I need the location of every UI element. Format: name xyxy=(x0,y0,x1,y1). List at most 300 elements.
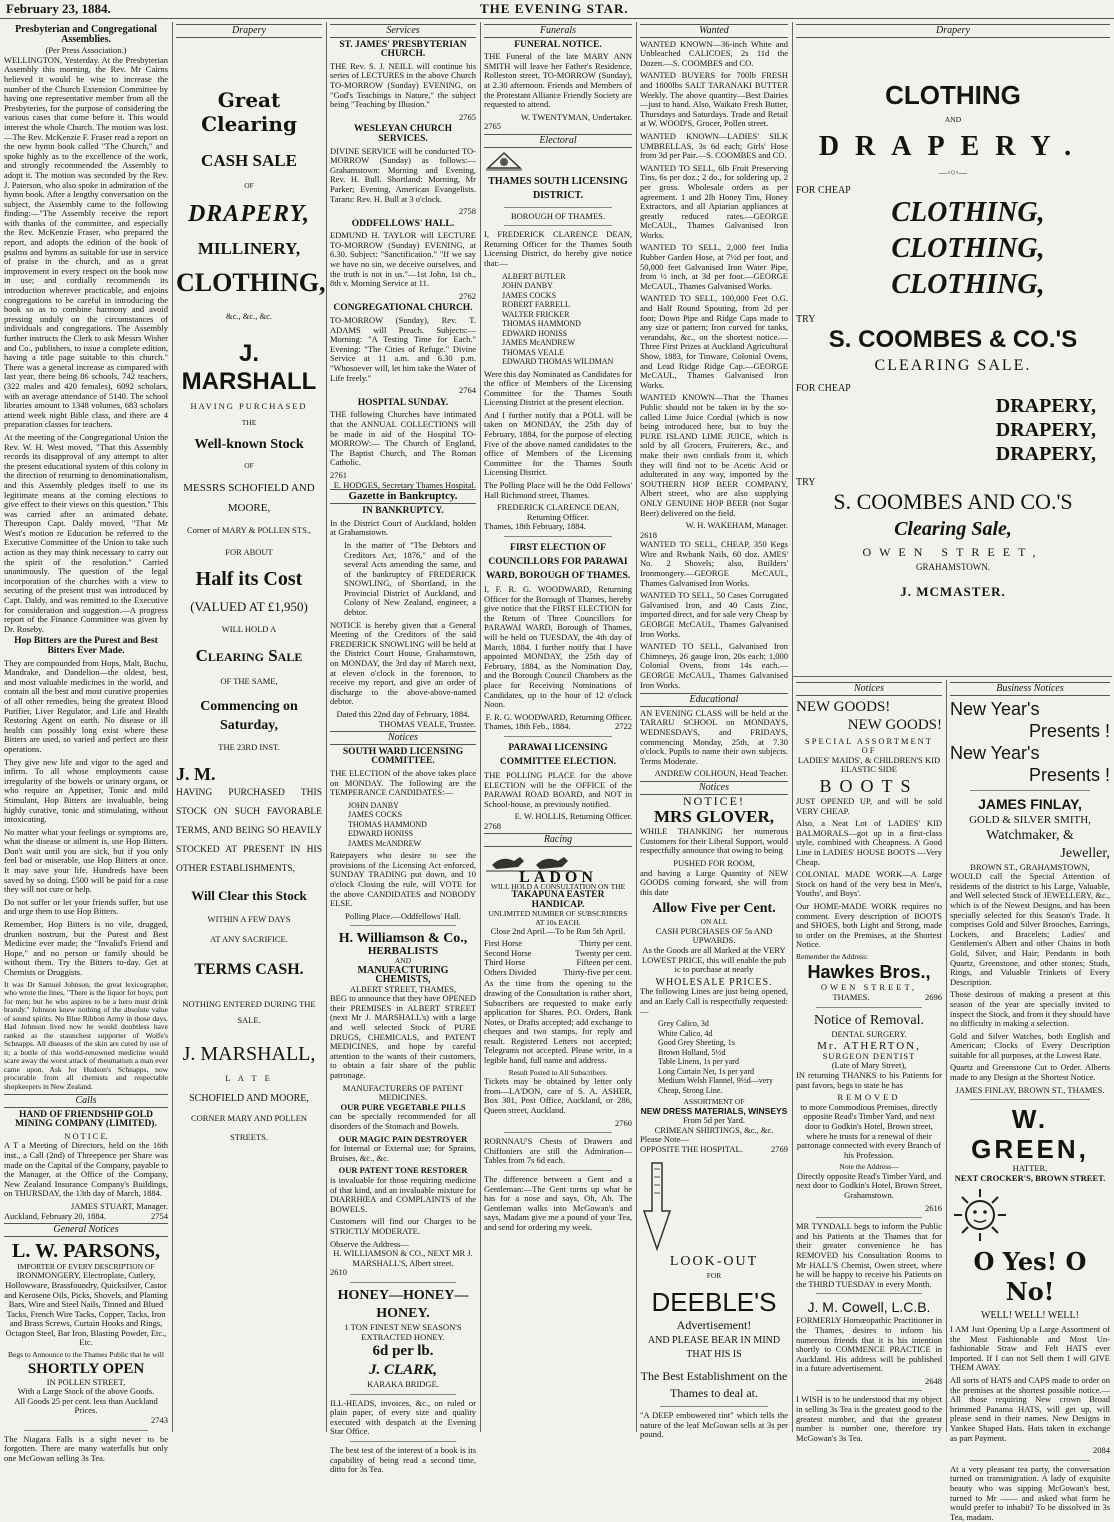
filler-text: At a very pleasant tea party, the conversation turned on transmigration. A lady of exquisite beauty who was sipping McGowan's best, turned to Mr —— and asked what form he would prefer to inhabit? To be dissolved in 3s Tea, madam. xyxy=(950,1463,1110,1522)
ad-text: All Goods 25 per cent. less than Auckland Prices. xyxy=(14,1395,158,1416)
section-label: Notices xyxy=(330,731,476,745)
ad-headline: MANUFACTURING CHEMISTS, xyxy=(357,964,449,986)
wanted-ad: WANTED TO SELL, 50 Cases Corrugated Galvanised Iron, and 40 Casts Zinc, imported direct, and for sale very Cheap by GEORGE McCAUL, Thames Galvanised Iron Works. xyxy=(640,590,788,639)
ad-text: THE xyxy=(241,418,257,428)
ad-text: WELL! WELL! WELL! xyxy=(981,1310,1079,1322)
ad-headline: CASH SALE xyxy=(201,150,297,170)
column-4 xyxy=(484,22,632,1430)
notice-signer: 2761 E. HODGES, Secretary Thames Hospital. xyxy=(330,469,476,490)
ad-text: BROWN ST., GRAHAMSTOWN, xyxy=(970,861,1090,872)
ad-headline: DRAPERY. xyxy=(818,131,1088,163)
ad-text: FOR xyxy=(706,1271,722,1281)
candidate-name: EDWARD HONISS xyxy=(348,829,414,839)
column-8 xyxy=(950,680,1110,1522)
divider xyxy=(350,1394,456,1395)
ad-headline: J. MARSHALL, xyxy=(182,1043,316,1066)
ad-text: TRY xyxy=(796,314,816,326)
ad-text: CORNER MARY AND POLLEN xyxy=(190,1112,308,1123)
divider xyxy=(350,1441,456,1442)
notice-heading: WESLEYAN CHURCH SERVICES. xyxy=(353,124,453,144)
divider xyxy=(504,536,612,537)
divider xyxy=(970,1460,1090,1461)
ad-headline: Well-known Stock xyxy=(194,436,304,452)
ad-headline: CLOTHING, xyxy=(891,233,1045,265)
article-paragraph: Do not suffer or let your friends suffer, but use and urge them to use Hop Bitters. xyxy=(4,896,168,917)
divider xyxy=(816,1390,922,1391)
ad-text: The Best Establishment on the Thames to deal at. xyxy=(640,1369,788,1401)
notice-title: N O T I C E. xyxy=(64,1130,108,1141)
item-list xyxy=(658,1019,788,1095)
ad-number: 2084 xyxy=(1093,1445,1110,1456)
prize-table xyxy=(484,939,632,977)
ad-text: With a Large Stock of the above Goods. xyxy=(17,1386,155,1397)
ad-headline: DRAPERY, xyxy=(995,395,1096,418)
ad-text: OF THE SAME, xyxy=(220,676,278,687)
ad-body: Directly opposite Read's Timber Yard, and next door to Godkin's Hotel, Brown Street, Grahamstown. xyxy=(796,1170,943,1200)
ad-text: PUSHED FOR ROOM, xyxy=(673,857,755,868)
column-rule xyxy=(326,22,327,1432)
filler-text: ILL-HEADS, invoices, &c., on ruled or plain paper, of every size and quality executed with despatch at the Evening Star Office. xyxy=(330,1397,476,1437)
ad-body: IN returning THANKS to his Patients for past favors, begs to state he has xyxy=(796,1069,942,1090)
ad-body: As the time from the opening to the drawing of the Consultation is rather short, Subscribers are requested to make early application for Shares. P.O. Orders, Bank Notes, or Drafts accepted; add exchange to cheques and two stamps, for reply and result. Registered Letters not accepted; Telegrams not accepted. Please write, in a legible hand, full name and address. xyxy=(484,978,632,1066)
ad-text: AT ANY SACRIFICE. xyxy=(210,933,288,944)
ad-text: Result Posted to All Subscribers. xyxy=(508,1067,608,1077)
ad-text: OF xyxy=(244,460,254,470)
wanted-ad: WANTED KNOWN—That the Thames Public should not be taken in by the so-called Lime Juice Cordial (which is now being introduced here, but to buy the PURE ISLAND LIME JUICE, which is sold by all Grocers, Fruiterers, &c., and make their own cordials from it, which they will find not to be Acetic Acid or adulterated in any way, imported by the SOUTHERN HOP BEER COMPANY, Albert street, who are also supplying ONLY GENUINE HOP BEER (not Sugar Beer) delivered on the field. xyxy=(640,392,788,518)
ad-text: H. WILLIAMSON & CO., NEXT MR J. MARSHALL'S, Albert street. xyxy=(333,1248,473,1268)
wanted-ad: WANTED TO SELL, Galvanised Iron Chimneys, 26 gauge Iron, 20s each; 1,000 Colonial Ovens, from 14s each.—GEORGE McCAUL, Thames Galvanised Iron Works. xyxy=(640,641,788,690)
ad-headline: SHORTLY OPEN xyxy=(27,1360,145,1377)
ad-headline: CLOTHING xyxy=(885,79,1021,110)
ad-text: NOTHING ENTERED DURING THE SALE. xyxy=(182,999,316,1026)
ornament-icon: —◦○◦— xyxy=(938,167,968,178)
ad-headline: Commencing on Saturday, xyxy=(200,698,298,733)
ad-headline: CLOTHING, xyxy=(891,269,1045,301)
notice-number: 2758 xyxy=(459,206,476,217)
notice-number: 2618 xyxy=(640,529,657,540)
notice-subheading: BOROUGH OF THAMES. xyxy=(510,210,606,221)
advertiser-name: S. COOMBES AND CO.'S xyxy=(833,488,1073,514)
notice-signer: W. H. WAKEHAM, Manager. xyxy=(685,520,788,531)
section-label: Drapery xyxy=(796,24,1110,38)
notice-body: Ratepayers who desire to see the provisions of the Licensing Act enforced, SUNDAY TRADING put down, and 10 o'clock Closing the rule, will VOTE for the above CANDIDATES and NOBODY ELSE. xyxy=(330,850,476,909)
advertiser-name: J. M. Cowell, L.C.B. xyxy=(807,1299,931,1316)
notice-heading: HOSPITAL SUNDAY. xyxy=(357,397,449,408)
notice-body: THE ELECTION of the above takes place on MONDAY. The following are the TEMPERANCE CANDIDATES:— xyxy=(330,767,476,798)
ad-headline: J. CLARK, xyxy=(369,1362,437,1379)
ad-text: THAMES. 2696 xyxy=(832,991,942,1002)
notice-body: THE Funeral of the late MARY ANN SMITH will leave her Father's Residence, Rolleston street, TO-MORROW (Sunday), at 2.30 afternoon. Friends and Members of the Protestant Alliance Friendly Society are requested to attend. xyxy=(484,51,633,110)
ad-text: (VALUED AT £1,950) xyxy=(190,599,308,615)
list-item: White Calico, 4d xyxy=(658,1028,713,1038)
divider xyxy=(350,925,456,926)
list-item: Grey Calico, 3d xyxy=(658,1019,709,1029)
ad-body: WHILE THANKING her numerous Customers for their Liberal Support, would respectfully announce that owing to being xyxy=(640,826,788,856)
ad-headline: Jeweller, xyxy=(1060,845,1110,861)
wanted-ad: WANTED KNOWN—36-inch White and Unbleached CALICOES, 2s 11d the Dozen.—S. COOMBES and CO. xyxy=(640,38,788,68)
ad-body: Our HOME-MADE WORK requires no comment. Every description of BOOTS and SHOES, both Light and Strong, made to order on the Premises, at the Shortest Notice. xyxy=(796,900,942,950)
notice-heading: HAND OF FRIENDSHIP GOLD MINING COMPANY (LIMITED). xyxy=(15,1109,157,1130)
notice-footer: Auckland, February 20, 1884. 2754 xyxy=(4,1210,168,1221)
ad-text: AND xyxy=(394,956,412,965)
masthead xyxy=(0,0,1114,19)
ad-body: WOULD call the Special Attention of residents of the district to his Large, Valuable, and Well selected Stock of JEWELLERY, &c., which is of the Newest Designs, and has been specially selected for this Season's Trade. It comprises Gold and Silver Brooches, Earrings, Lockets, and Bracelets; Ladies' and Gentlemen's Albert and other Chains in both Gold, Silver, and Hair; Pendants in both Quartz, Greenstone, and other stones; Studs, Rings, and Valuable Trinkets of Every Description. xyxy=(950,871,1110,987)
notice-signer: F. R. G. WOODWARD, Returning Officer. xyxy=(485,711,632,722)
notice-date: Dated this 22nd day of February, 1884. xyxy=(336,709,470,719)
ad-text: STREETS. xyxy=(229,1132,269,1143)
divider xyxy=(660,1406,768,1407)
candidate-name: THOMAS VEALE xyxy=(502,347,564,357)
ad-text: ASSORTMENT OF xyxy=(683,1097,745,1107)
filler-text: I WISH is to be understood that my object in selling 3s Tea is the greatest good to the greatest number, and that the greatest number is number one, therefore try McGowan's 3s Tea. xyxy=(796,1394,942,1443)
ad-headline: LADON xyxy=(519,869,597,887)
ad-number: 2610 xyxy=(330,1267,347,1278)
ad-body: All sorts of HATS and CAPS made to order on the premises at the shortest possible notice.—All those requiring New crown Broad brimmed Panama HATS, will get up, will please send in their names. New Designs in Yankee Shaped Hats. Hats taken in exchange as part Payment. xyxy=(950,1375,1110,1443)
candidate-list xyxy=(348,801,476,849)
ad-body: Quartz and Greenstone Cut to Order. Alberts made to any Design at the Shortest Notice. xyxy=(950,1062,1110,1083)
notice-signer: THOMAS VEALE, Trustee. xyxy=(378,718,476,729)
advertiser-name: Hawkes Bros., xyxy=(807,962,931,983)
ad-headline: Presents ! xyxy=(1028,720,1110,741)
notice-number: 2765 xyxy=(459,111,476,122)
ad-headline: NEW GOODS! xyxy=(847,716,942,733)
ad-text: OWEN STREET, xyxy=(862,544,1044,559)
notice-body: I, FREDERICK CLARENCE DEAN, Returning Officer for the Thames South Licensing District, do hereby give notice that:— xyxy=(484,229,632,268)
ad-headline: NOTICE! xyxy=(683,793,745,808)
ad-headline: 6d per lb. xyxy=(372,1343,434,1360)
notice-signer: ANDREW COLHOUN, Head Teacher. xyxy=(654,768,788,779)
notice-body: I, F. R. G. WOODWARD, Returning Officer for the Borough of Thames, hereby give notice that the FIRST ELECTION for the Return of Three Councillors for PARAWAI WARD, Borough of Thames, will be held on TUESDAY, the 4th day of March, 1884. I further notify that I have appointed MONDAY, the 25th day of February, 1884, as the Nomination Day, and the Borough Council Chambers as the place for Receiving Nominations of Candidates, up to the hour of 12 o'clock Noon. xyxy=(484,584,632,710)
advertiser-name: W. GREEN, xyxy=(971,1104,1089,1165)
notice-signer: W. TWENTYMAN, Undertaker. xyxy=(520,111,632,122)
ad-text: Please Note— xyxy=(640,1134,689,1145)
section-label: Educational xyxy=(640,693,788,707)
ad-headline: New Year's xyxy=(950,698,1040,719)
article-paragraph: WELLINGTON, Yesterday. At the Presbyterian Assembly this morning, the Rev. Mr Cairns believed it would be wise to increase the number of the Church Extension Committee by having one representative member from all the Presbyteries, for the purpose of considering the various cases that come before it. This would interest the whole Church. The motion was lost.—The Rev. McKenzie F. Fraser read a report on the new hymn book called "The Church," and spoke highly as to the excellence of the work, and strongly recommended the Assembly to adopt it. The motion was seconded by the Rev. J. Paterson, who also spoke in admiration of the hymn book. After a lengthy conversation on the subject, the Assembly came to the following finding:—"The Assembly receive the report with thanks of the committee, and especially the Rev. McKenzie Fraser, who prepared the report, and adopts the edition of the book of psalms and hymns as suitable for use in service of praise in the church, and as a great improvement in every respect on the book now in use; and cordially recommends its introduction wherever practicable, and enjoins congregations to be careful in introducing the book so as to combine harmony and avoid pressing unduly on the circumstances of individuals and congregations. The Assembly further instructs the Clerk to ask Messrs Wisher and Co., publishers, to issue a complete edition, having a title page suitable to this church." There was a general increase as compared with last year, there being 86 schools, 742 teachers, (322 males and 420 females), 6092 scholars, with an average attendance of 5140. The school libraries amount to 1348 volumes, 683 scholars attend week night Bible class, and there are 4 preparation classes for teachers. xyxy=(4,54,168,430)
issue-date: February 23, 1884. xyxy=(6,1,111,16)
section-label: Funerals xyxy=(484,24,632,38)
ad-number: 2760 xyxy=(615,1117,632,1128)
ad-text: (Late of Mary Street), xyxy=(831,1060,907,1071)
ad-text: GOLD & SILVER SMITH, xyxy=(969,813,1091,826)
section-rule xyxy=(792,676,1112,677)
ad-headline: TAKAPUNA EASTER HANDICAP. xyxy=(511,890,605,910)
wanted-ad: WANTED KNOWN—LADIES' SILK UMBRELLAS, 3s 6d each; Girls' Hose from 3d per Pair.—S. COOMBES and CO. xyxy=(640,130,788,161)
notice-number: 2765 xyxy=(484,121,501,132)
filler-text: RORNNAU'S Chests of Drawers and Chiffoniers are still the Admiration—Tables from 7s 6d each. xyxy=(484,1136,632,1166)
ad-headline: TERMS CASH. xyxy=(194,961,304,979)
ad-subheading: IMPORTER OF EVERY DESCRIPTION OF xyxy=(17,1261,155,1271)
ad-body: Tickets may be obtained by letter only from—LA'DON, care of S. A. ASHER, Box 301, Post Office, Auckland, or 286, Queen street, Auckland. xyxy=(484,1076,632,1115)
notice-body: AN EVENING CLASS will be held at the TARARU SCHOOL on MONDAYS, WEDNESDAYS, and FRIDAYS, commencing Monday, 25th, at 7.30 o'clock. Pupils to name their own subjects. Terms Moderate. xyxy=(640,707,788,766)
candidate-name: ROBERT FARRELL xyxy=(502,300,570,309)
notice-heading: ODDFELLOWS' HALL. xyxy=(351,218,455,229)
ad-text: GRAHAMSTOWN. xyxy=(915,562,991,573)
ad-headline: WHOLESALE PRICES. xyxy=(655,976,773,988)
section-label: Notices xyxy=(796,682,942,696)
divider xyxy=(970,1099,1090,1100)
ad-body: The following Lines are just being opened, and an Early Call is respectfully requested:— xyxy=(640,986,788,1016)
notice-number: 2762 xyxy=(459,290,476,301)
ad-body: Those desirous of making a present at this season of the year are specially invited to inspect the Stock, and from it they should have no difficulty in making a selection. xyxy=(950,989,1110,1029)
ad-text: From 5d per Yard. xyxy=(682,1115,746,1126)
section-label: Racing xyxy=(484,833,632,847)
ad-body: to more Commodious Premises, directly opposite Read's Timber Yard, and next door to Godkin's Hotel, Brown street, where he trusts for a renewal of their patronage connected with every Branch of his Profession. xyxy=(796,1101,942,1160)
ad-headline: DRAPERY, xyxy=(995,443,1096,466)
ad-text: TRY xyxy=(796,477,816,489)
notice-number: 2768 xyxy=(484,820,501,831)
notice-heading: THAMES SOUTH LICENSING DISTRICT. xyxy=(488,175,628,201)
section-label: Electoral xyxy=(484,134,632,148)
ad-text: Note the Address— xyxy=(839,1162,899,1172)
column-rule xyxy=(792,22,793,1432)
newspaper-title: THE EVENING STAR. xyxy=(480,1,629,16)
ad-text: OPPOSITE THE HOSPITAL. 2769 xyxy=(640,1144,788,1154)
candidate-name: EDWARD THOMAS WILDMAN xyxy=(502,357,614,366)
list-item: Long Curtain Net, 1s per yard xyxy=(658,1066,754,1076)
prize-row: First Horse Thirty per cent. xyxy=(484,937,632,948)
notice-body: NOTICE is hereby given that a General Meeting of the Creditors of the said FREDERICK SNOWLING will be held at the District Court House, Grahamstown, on MONDAY, the 3rd day of March next, at eleven o'clock in the forenoon, to receive my report, and give an order of discharge to the above-above-named debtor. xyxy=(330,619,476,707)
ad-body: BEG to announce that they have OPENED their PREMISES in ALBERT STREET (next Mr J. MARSHALL's) with a large and well selected Stock of PURE DRUGS, CHEMICALS, and PATENT MEDICINES, and hope by careful attention to the wants of their customers, to obtain a fair share of the public patronage. xyxy=(330,993,476,1081)
ad-text: MESSRS SCHOFIELD AND MOORE, xyxy=(183,482,315,515)
ad-body: FORMERLY Homœopathic Practitioner in the Thames, desires to inform his numerous friends that it is his intention shortly to COMMENCE PRACTICE in Auckland. His address will be published in a future advertisement. xyxy=(796,1315,942,1374)
ad-text: CRIMEAN SHIRTINGS, &c., &c. xyxy=(654,1124,774,1135)
column-1 xyxy=(4,22,168,1463)
notice-body: In the matter of "The Debtors and Creditors Act, 1876," and of the several Acts amending the same, and of the bankruptcy of FREDERICK SNOWLING, of Shortland, in the Provincial District of Auckland, and Colony of New Zealand, engineer, a debtor. xyxy=(344,539,476,618)
ad-body: for Internal or External use; for Sprains, Bruises, &c., &c. xyxy=(330,1143,476,1163)
prize-row: Third Horse Fifteen per cent. xyxy=(484,957,632,968)
notice-body: THE following Churches have intimated that the ANNUAL COLLECTIONS will be made in aid of the Hospital TO-MORROW:— The Church of England, The Baptist Church, and The Roman Catholic. xyxy=(330,409,476,468)
ad-headline: Notice of Removal. xyxy=(813,1012,925,1028)
ad-headline: Watchmaker, & xyxy=(986,827,1074,843)
candidate-name: THOMAS HAMMOND xyxy=(348,819,427,829)
notice-body: THE POLLING PLACE for the above ELECTION will be the OFFICE of the PARAWAI ROAD BOARD, and NOT in School-house, as previously notified. xyxy=(484,769,632,809)
ad-body: is invaluable for those requiring medicine of that kind, and an invaluable mixture for DIARRHŒA and COMPLAINTS of the BOWELS. xyxy=(330,1174,476,1214)
article-paragraph: They are compounded from Hops, Malt, Buchu, Mandrake, and Dandelion—the oldest, best, and most valuable medicines in the world, and contain all the best and most curative properties of all other remedies, being the greatest Blood Purifier, Liver Regulator, and Life and Health Restoring Agent on earth. No disease or ill health can possibly long exist where these Bitters are used, so varied and perfect are their operations. xyxy=(4,657,168,754)
filler-text: The Niagara Falls is a sight never to be forgotten. There are many waterfalls but only one McGowan selling 3s Tea. xyxy=(4,1433,168,1463)
ad-headline: DRAPERY, xyxy=(995,419,1096,442)
section-label: Calls xyxy=(4,1094,168,1108)
ad-body: As the Goods are all Marked at the VERY LOWEST PRICE, this will enable the pub ic to purchase at nearly xyxy=(641,944,787,975)
ad-body: IRONMONGERY, Electroplate, Cutlery, Hollowware, Brassfoundry, Quicksilver, Castor and Kerosene Oils, Picks, Shovels, and Planting Bars, Wire and Steel Nails, Tinned and Blued Tacks, French Wire Tacks, Copper, Tacks, Iron and Brass Screws, Curtain Hooks and Rings, Octagon Steel, Bar Iron, Blasting Powder, Etc., Etc. xyxy=(4,1270,168,1348)
notice-heading: FUNERAL NOTICE. xyxy=(514,39,602,50)
column-6 xyxy=(796,22,1110,672)
ad-body: MR TYNDALL begs to inform the Public and his Patients at the Thames that for their greater convenience he has REMOVED his Consultation Rooms to Mr HALL'S Chemist, Owen street, where he will be happy to receive his Patients on the THIRD TUESDAY in every Month. xyxy=(796,1221,942,1289)
section-label: Services xyxy=(330,24,476,38)
notice-signer: FREDERICK CLARENCE DEAN, Returning Officer. xyxy=(496,502,620,522)
ad-headline: LOOK-OUT xyxy=(669,1253,759,1269)
crest-icon xyxy=(484,150,632,172)
prize-row: Others Divided Thirty-five per cent. xyxy=(484,966,632,977)
pointing-hand-icon xyxy=(640,1161,788,1251)
ad-headline: Half its Cost xyxy=(195,568,303,591)
ad-text: OUR PURE VEGETABLE PILLS xyxy=(340,1101,466,1112)
candidate-name: JAMES McANDREW xyxy=(348,838,422,848)
notice-body: TO-MORROW (Sunday), Rev. T. ADAMS will Preach. Subjects:—Morning: "A Testing Time for Each." Evening: "The Cities of Refuge." Divine Service at 11 a.m. and 6.30 p.m. "Whosoever will, let him take the Water of Life freely." xyxy=(330,315,476,383)
advertiser-name: H. Williamson & Co., xyxy=(338,931,468,947)
divider xyxy=(504,225,612,226)
divider xyxy=(350,1282,456,1283)
notice-body: THE Rev. S. J. NEILL will continue his series of LECTURES in the above Church TO-MORROW (Sunday) EVENING, on "God's Teachings in Nature," the subject being "Teaching by Illusion." xyxy=(330,60,476,110)
ad-text: AND PLEASE BEAR IN MIND THAT HIS IS xyxy=(647,1335,781,1361)
notice-heading: ST. JAMES' PRESBYTERIAN CHURCH. xyxy=(339,39,467,60)
ad-body: Customers will find our Charges to be STRICTLY MODERATE. xyxy=(330,1216,476,1236)
ad-text: NEXT CROCKER'S, BROWN STREET. xyxy=(954,1172,1106,1183)
ad-body: and having a Large Quantity of NEW GOODS coming forward, she will from this date xyxy=(640,867,788,897)
ad-number: 2616 xyxy=(925,1202,942,1213)
list-item: Medium Welsh Flannel, 9½d—very Cheap, Strong Line. xyxy=(658,1076,773,1095)
wanted-ad: WANTED TO SELL, CHEAP, 350 Kegs Wire and Rwbank Nails, 60 doz. AMES' No. 2 Shovels; also, Builders' Ironmongery.—GEORGE McCAUL, Thames Galvanised Iron Works. xyxy=(640,539,788,588)
ad-text: LADIES' MAIDS', & CHILDREN'S KID ELASTIC SIDE xyxy=(797,754,941,775)
candidate-name: JAMES McANDREW xyxy=(502,338,576,347)
ad-body: JUST OPENED UP, and will be sold VERY CHEAP. xyxy=(796,795,942,816)
ad-text: REMOVED xyxy=(837,1092,901,1103)
filler-text: The best test of the interest of a book is its capability of being read a second time, ditto for 3s Tea. xyxy=(330,1445,476,1475)
ad-text: OWEN STREET, xyxy=(820,982,918,993)
ad-headline: HONEY—HONEY—HONEY. xyxy=(337,1287,469,1321)
divider xyxy=(816,1217,922,1218)
column-3 xyxy=(330,22,476,1475)
notice-body: Were this day Nominated as Candidates for the office of Members of the Licensing Committee for the Thames South Licensing District at the present election. xyxy=(484,368,632,408)
notice-signer: JAMES STUART, Manager. xyxy=(70,1201,168,1212)
section-label: Business Notices xyxy=(950,682,1110,696)
ad-headline: CLOTHING, xyxy=(891,197,1045,229)
column-2 xyxy=(176,22,326,1430)
notice-heading: CONGREGATIONAL CHURCH. xyxy=(333,303,473,314)
ad-headline: DEEBLE'S xyxy=(651,1286,777,1317)
divider xyxy=(816,1293,922,1294)
notice-heading: PARAWAI LICENSING COMMITTEE ELECTION. xyxy=(499,742,617,767)
divider xyxy=(24,1430,148,1431)
ad-number: 2743 xyxy=(151,1414,168,1425)
ad-text: WILL HOLD A CONSULTATION ON THE xyxy=(490,881,626,891)
wanted-ad: WANTED TO SELL, 6lb Fruit Preserving Tins, 6s per doz.; 2 do., for soldering up, 2 per gross. Wholesale orders as per agreement. 1 and 2lb Honey Tins, Honey Extractors, and all Apiarian appliances at greatly reduced rates.—GEORGE McCAUL, Thames Galvanised Iron Works. xyxy=(640,162,788,240)
candidate-name: EDWARD HONISS xyxy=(502,328,568,338)
candidate-name: JOHN DANBY xyxy=(502,281,553,290)
advertiser-name: L. W. PARSONS, xyxy=(11,1239,160,1262)
advertiser-name: JAMES FINLAY, xyxy=(978,795,1082,812)
candidate-name: WALTER FRICKER xyxy=(502,309,570,319)
ad-headline: J. MARSHALL xyxy=(181,339,317,395)
wanted-ad: WANTED TO SELL, 2,000 feet India Rubber Garden Hose, at 7½d per foot, and 50,000 feet Galvanised Iron Water Pipe, from ½ inch, at 3d per foot.—GEORGE McCAUL, Thames Galvanised Works. xyxy=(640,242,788,291)
notice-body: The Polling Place will be the Odd Fellows' Hall Richmond street, Thames. xyxy=(484,480,632,500)
ad-body: Gold and Silver Watches, both English and American; Clocks of Every Description suitable for all purposes, at the Lowest Rate. xyxy=(950,1030,1110,1060)
advertiser-name: S. COOMBES & CO.'S xyxy=(828,325,1078,353)
notice-body: In the District Court of Auckland, holden at Grahamstown. xyxy=(330,517,476,538)
ad-text: SCHOFIELD AND MOORE, xyxy=(189,1093,309,1105)
section-label: Drapery xyxy=(176,24,322,38)
ad-text: OF xyxy=(244,180,254,190)
notice-footer: Thames, 18th Feb., 1884. 2722 xyxy=(484,721,632,732)
gazette-heading: Gazette in Bankruptcy. xyxy=(330,489,476,505)
article-heading: Hop Bitters are the Purest and Best Bitters Ever Made. xyxy=(14,636,158,656)
ad-body: can be specially recommended for all disorders of the Stomach and Bowels. xyxy=(330,1111,476,1131)
column-rule xyxy=(172,22,173,1432)
notice-heading: IN BANKRUPTCY. xyxy=(362,506,444,517)
section-label: Wanted xyxy=(640,24,788,38)
divider xyxy=(504,1132,612,1133)
candidate-name: JOHN DANBY xyxy=(348,800,399,810)
notice-body: A T a Meeting of Directors, held on the 16th inst., a Call (2nd) of Threepence per Share was made on the Capital of the Company, payable to the Manager, at the Office of the Company, New Zealand Insurance Company's Buildings, on THURSDAY, the 13th day of March, 1884. xyxy=(4,1140,168,1199)
notice-signer: E. W. HOLLIS, Returning Officer. xyxy=(514,811,632,822)
ad-headline: MILLINERY, xyxy=(197,239,301,259)
byline: (Per Press Association.) xyxy=(45,45,127,56)
ad-text: MANUFACTURERS OF PATENT MEDICINES. xyxy=(342,1082,464,1103)
article-paragraph: At the meeting of the Congregational Union the Rev. W. H. West moved, "That this Assembly records its disapproval of any attempt to alter the present educational system of this colony in the direction of returning to denominationalism, and this Assembly pledges itself to use its legitimate means at the coming elections to give effect to their views on this question." This was carried after an animated debate. Thereupon Capt. Daldy moved, "That Mr West's motion re Education be referred to the Executive Committee of the Union to take such action as they may think necessary to carry out the spirit of the resolution." Carried unanimously. The question of the legal incorporation of the churches with a view to securing of the present trust was introduced by Capt. Daldy, and was remitted to the Executive for consideration and suggestion.—A progress report of the Finance Committee was given by Dr. Roseby. xyxy=(4,431,168,634)
candidate-list xyxy=(502,272,632,367)
ad-headline: Great Clearing xyxy=(201,87,297,136)
article-paragraph: No matter what your feelings or symptoms are, what the disease or ailment is, use Hop Bitters. Don't wait until you are sick, but if you only feel bad or miserable, use Hop Bitters at once. It may save your life. Hundreds have been saved by so doing. £500 will be paid for a case they will not cure or help. xyxy=(4,826,168,895)
filler-text: The difference between a Gent and a Gentleman:—The Gent turns up what he has for a nose and says, Oh, Ah. The Gentleman walks into McGowan's and says, Madam give me a pound of your Tea, and send for ordering my week. xyxy=(484,1173,632,1232)
section-label: General Notices xyxy=(4,1223,168,1237)
list-item: Brown Holland, 5½d xyxy=(658,1047,726,1057)
notice-date: Thames, 18th February, 1884. xyxy=(484,521,586,532)
notice-heading: FIRST ELECTION OF COUNCILLORS FOR PARAWAI WARD, BOROUGH OF THAMES. xyxy=(485,543,631,581)
column-rule xyxy=(480,22,481,1432)
divider xyxy=(970,790,1090,791)
ad-headline: Clearing Sale, xyxy=(894,517,1012,540)
list-item: Table Linens, 1s per yard xyxy=(658,1057,739,1067)
ad-text: UNLIMITED NUMBER OF SUBSCRIBERS AT 10s EACH. xyxy=(488,909,628,927)
candidate-name: JAMES COCKS xyxy=(502,290,557,300)
candidate-name: JAMES COCKS xyxy=(348,810,403,820)
ad-text: Remember the Address: xyxy=(796,951,869,961)
divider xyxy=(504,736,612,737)
column-rule xyxy=(636,22,637,1432)
section-label: Notices xyxy=(640,781,788,795)
divider xyxy=(504,207,612,208)
advertiser-name: MRS GLOVER, xyxy=(654,807,774,827)
ad-text: L A T E xyxy=(225,1073,273,1084)
candidate-name: THOMAS HAMMOND xyxy=(502,319,581,328)
ad-text: THE 23RD INST. xyxy=(218,741,280,752)
ad-text: J. MCMASTER. xyxy=(900,583,1006,599)
ad-headline: New Year's xyxy=(950,742,1040,763)
ad-text: JAMES FINLAY, BROWN ST., THAMES. xyxy=(955,1084,1105,1095)
divider xyxy=(504,1170,612,1171)
list-item: Good Grey Sheeting, 1s xyxy=(658,1038,735,1048)
column-7 xyxy=(796,680,943,1443)
ad-text: Corner of MARY & POLLEN STS., xyxy=(186,525,312,536)
ad-headline: Allow Five per Cent. xyxy=(652,901,776,917)
ad-text: Begs to Announce to the Thames Public that he will xyxy=(8,1350,164,1360)
ad-body: COLONIAL MADE WORK—A Large Stock on hand of the very best in Men's, Youths', and Boys'. xyxy=(796,869,942,899)
ad-text: HAVING PURCHASED THIS STOCK ON SUCH FAVORABLE TERMS, AND BEING SO HEAVILY STOCKED AT PRESENT IN HIS OTHER ESTABLISHMENTS, xyxy=(176,788,322,875)
ad-text: HAVING PURCHASED xyxy=(190,400,308,411)
ad-headline: Will Clear this Stock xyxy=(191,888,307,904)
prize-row: Second Horse Twenty per cent. xyxy=(484,947,632,958)
ad-text: CASH PURCHASES OF 5s AND UPWARDS. xyxy=(655,925,773,946)
ad-text: SPECIAL ASSORTMENT OF xyxy=(805,735,933,756)
ad-text: WITHIN A FEW DAYS xyxy=(207,914,291,925)
ad-headline: CLOTHING, xyxy=(176,268,326,298)
ad-headline: Presents ! xyxy=(1028,764,1110,785)
column-5 xyxy=(640,22,788,1440)
ad-headline: J. M. xyxy=(176,764,216,785)
wanted-ad: WANTED TO SELL, 100,000 Feet O.G. and Half Round Spouting, from 2d per foot; Down Pipe and Ridge Caps made to any size or pattern; Iron curved for tanks, verandahs, &c., on the shortest notice.—Three First Prizes at Auckland Agricultural Show, 1883, for Tinware, Colonial Ovens, and Lead Ridge Ridge Cap.—GEORGE McCAUL, Thames Galvanised Iron Works. xyxy=(640,293,788,390)
ad-text: OUR PATENT TONE RESTORER xyxy=(338,1165,468,1176)
notice-body: DIVINE SERVICE will be conducted TO-MORROW (Sunday) as follows:—Grahamstown: Morning and Evening, Rev. H. Bull. Shortland: Morning, Mr Parker; Evening, American Evangelists. Tararu: Rev. H. Bull at 3 o'clock. xyxy=(330,145,476,204)
ad-text: AND xyxy=(944,114,962,124)
notice-body: And I further notify that a POLL will be taken on MONDAY, the 25th day of February, 1884, for the purpose of electing Five of the above named candidates to the office of Members of the Licensing Committee for the Thames South Licensing District. xyxy=(484,409,632,478)
sun-face-icon xyxy=(950,1187,1110,1243)
ad-text: WILL HOLD A xyxy=(221,624,277,635)
ad-headline: NEW GOODS! xyxy=(796,698,891,715)
ad-headline: HERBALISTS xyxy=(367,945,439,958)
wanted-ad: WANTED BUYERS for 700lb FRESH and 1800lbs SALT TARANAKI BUTTER Weekly. The above quantity—Best Dairies—just to hand. Also, Waikato Fresh Butter, Thursdays and Saturdays. Trade and Retail at W. WOOD'S, Grocer, Pollen street. xyxy=(640,70,788,129)
ad-headline: Clearing Sale xyxy=(195,646,303,666)
ad-text: KARAKA BRIDGE. xyxy=(367,1379,439,1390)
